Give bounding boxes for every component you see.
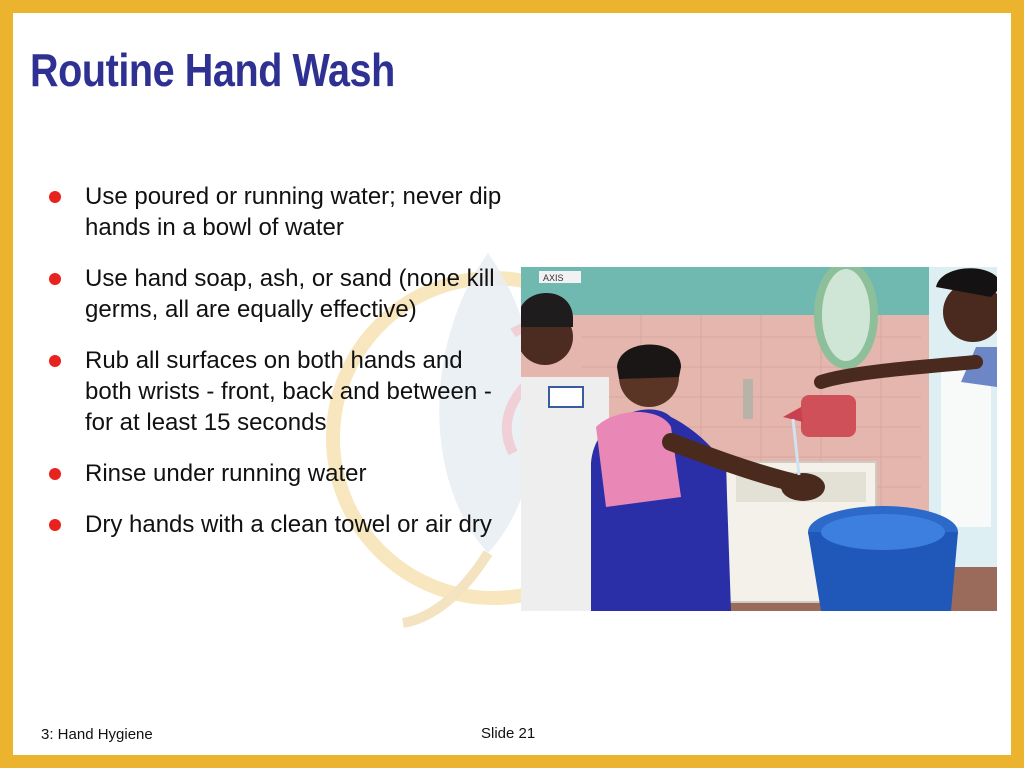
- bullet-dot-icon: [49, 519, 61, 531]
- footer-section-label: 3: Hand Hygiene: [41, 726, 153, 743]
- bullet-dot-icon: [49, 191, 61, 203]
- bullet-dot-icon: [49, 273, 61, 285]
- bullet-item: [43, 458, 503, 489]
- bullet-item: [43, 509, 503, 540]
- footer-slide-number: Slide 21: [481, 725, 536, 742]
- bullet-text: Use poured or running water; never dip hands in a bowl of water: [85, 183, 502, 241]
- bullet-dot-icon: [49, 355, 61, 367]
- photo-sign-text: AXIS: [543, 273, 564, 283]
- bullet-text: Dry hands with a clean towel or air dry: [85, 511, 492, 538]
- hand-washing-photo: [521, 267, 997, 611]
- bullet-item: [43, 181, 503, 243]
- bullet-dot-icon: [49, 468, 61, 480]
- bullet-list: [43, 181, 503, 560]
- slide-title: Routine Hand Wash: [30, 44, 395, 96]
- bullet-text: Rinse under running water: [85, 460, 367, 487]
- bullet-item: [43, 263, 503, 325]
- bullet-text: Use hand soap, ash, or sand (none kill germs, all are equally effective): [85, 265, 495, 323]
- bullet-item: [43, 345, 503, 438]
- bullet-text: Rub all surfaces on both hands and both wrists - front, back and between - for at least 15 seconds: [85, 347, 492, 436]
